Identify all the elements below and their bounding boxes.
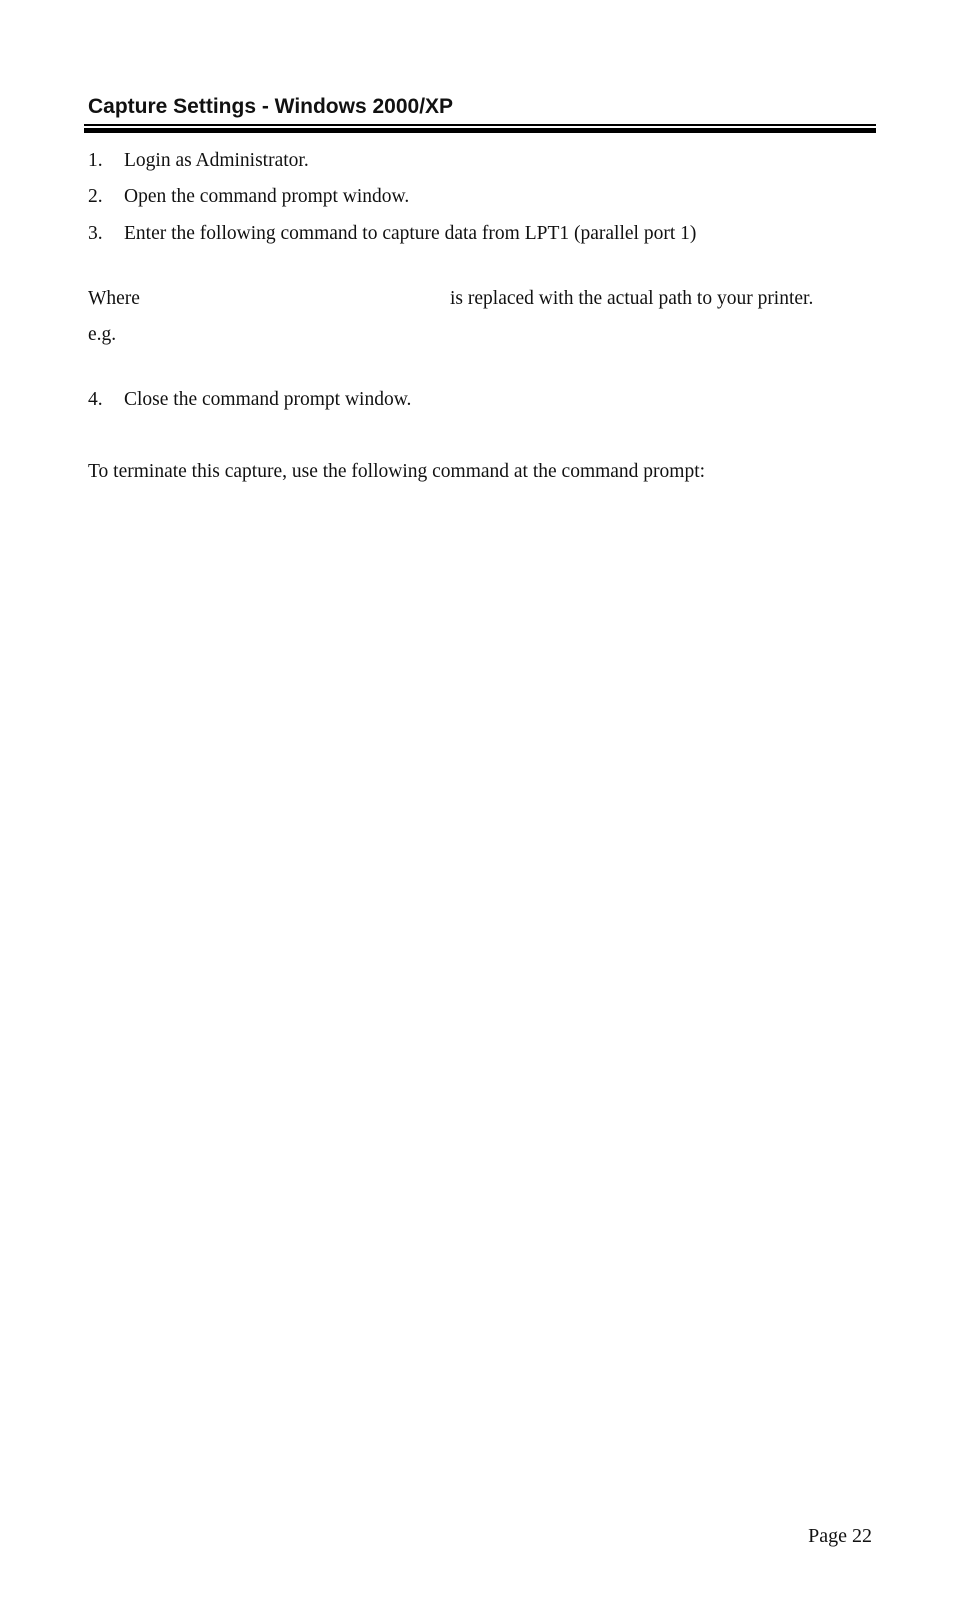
step-text: Enter the following command to capture data from LPT1 (parallel port 1) [124, 223, 697, 244]
step-number: 4. [88, 389, 103, 410]
heading-rule-thin [84, 124, 876, 126]
step-text: Open the command prompt window. [124, 186, 410, 207]
example-label: e.g. [88, 324, 117, 345]
step-number: 3. [88, 223, 103, 244]
terminate-instruction: To terminate this capture, use the following command at the command prompt: [88, 461, 706, 482]
heading-rule-thick [84, 128, 876, 133]
where-rest: is replaced with the actual path to your printer. [450, 288, 814, 309]
page-number: Page 22 [808, 1525, 872, 1547]
section-heading: Capture Settings - Windows 2000/XP [88, 95, 454, 118]
step-number: 2. [88, 186, 103, 207]
step-text: Close the command prompt window. [124, 389, 412, 410]
step-text: Login as Administrator. [124, 150, 309, 171]
step-number: 1. [88, 150, 103, 171]
where-lead: Where [88, 288, 140, 309]
